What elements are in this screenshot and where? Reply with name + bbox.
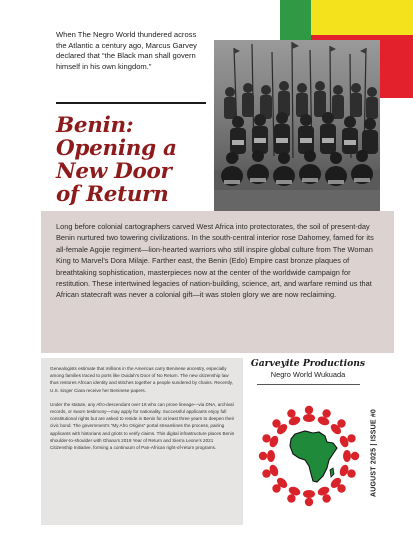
brand-block	[248, 358, 368, 380]
brand-name: Garveyite Productions	[250, 358, 366, 369]
intro-divider	[56, 102, 206, 104]
agojie-warriors-photo	[214, 40, 380, 212]
person-head-icon	[262, 469, 270, 477]
sidebar-box	[41, 358, 243, 525]
person-body-icon	[343, 450, 351, 462]
sidebar-paragraph-2: Under the statute, any Afro-descendant over 18 who can prove lineage—via DNA, archival records, or sworn testimony—may apply for nationality. Successful applicants enjoy full constitutional rights but are asked to reside in Benin for at least three years to deepen their civic bond. The government’s “My Afro Origins” portal streamlines the process, pairing applicants with historians and griots to verify claims. This digital infrastructure places Benin shoulder-to-shoulder with Ghana’s 2019 Year of Return and Sierra Leone’s 2021 Citizenship Initiative, forming a continuum of Pan-African right-of-return programs.	[50, 401, 235, 451]
person-head-icon	[305, 406, 313, 414]
main-article-text: Long before colonial cartographers carved West Africa into protectorates, the soil of present-day Benin nurtured two towering civilizations. In the south-central interior rose Dahomey, famed for its all-female Agojie regiment—lion-hearted warriors who still inspire global culture from The Woman King to Marvel’s Dora Milaje. Farther east, the Benin (Edo) Empire cast bronze plaques of breathtaking sophistication, masterpieces now at the center of the worldwide campaign for restitution. These intertwined legacies of nation-building, science, art, and warfare remind us that African statecraft was never a colonial gift—it was stolen glory we are now reclaiming.	[56, 222, 374, 300]
issue-label-vertical	[368, 395, 380, 510]
person-head-icon	[322, 494, 330, 502]
person-head-icon	[351, 452, 359, 460]
title-line: Benin:	[56, 113, 134, 138]
person-body-icon	[303, 490, 315, 498]
person-head-icon	[259, 452, 267, 460]
title-line: New Door	[56, 159, 172, 184]
person-head-icon	[305, 498, 313, 506]
flag-yellow-band	[311, 0, 413, 35]
intro-text: When The Negro World thundered across the Atlantic a century ago, Marcus Garvey declared that “the Black man shall govern himself in his own kingdom.”	[56, 30, 197, 71]
issue-label: AUGUST 2025 | ISSUE #0	[370, 408, 378, 497]
title-line: of Return	[56, 182, 169, 207]
brand-subtitle: Negro World Wukuada	[270, 370, 346, 379]
person-body-icon	[267, 450, 275, 462]
person-head-icon	[287, 494, 295, 502]
brand-divider	[257, 384, 360, 385]
person-head-icon	[322, 409, 330, 417]
person-head-icon	[347, 434, 355, 442]
main-article-box	[41, 211, 394, 353]
person-body-icon	[303, 414, 315, 422]
person-head-icon	[287, 409, 295, 417]
article-title	[56, 114, 221, 206]
person-head-icon	[347, 469, 355, 477]
person-head-icon	[262, 434, 270, 442]
sidebar-paragraph-1: Genealogists estimate that millions in the Americas carry Beninese ancestry, especially among families traced to ports like Ouidah’s Door of No Return. The new citizenship law thus restores African identity and stitches together a people sundered by chains. Recently, U.S. singer Ciara receive her Beninese papers.	[50, 366, 234, 393]
title-line: Opening a	[56, 136, 177, 161]
africa-map-ring-of-people-icon	[257, 396, 361, 516]
